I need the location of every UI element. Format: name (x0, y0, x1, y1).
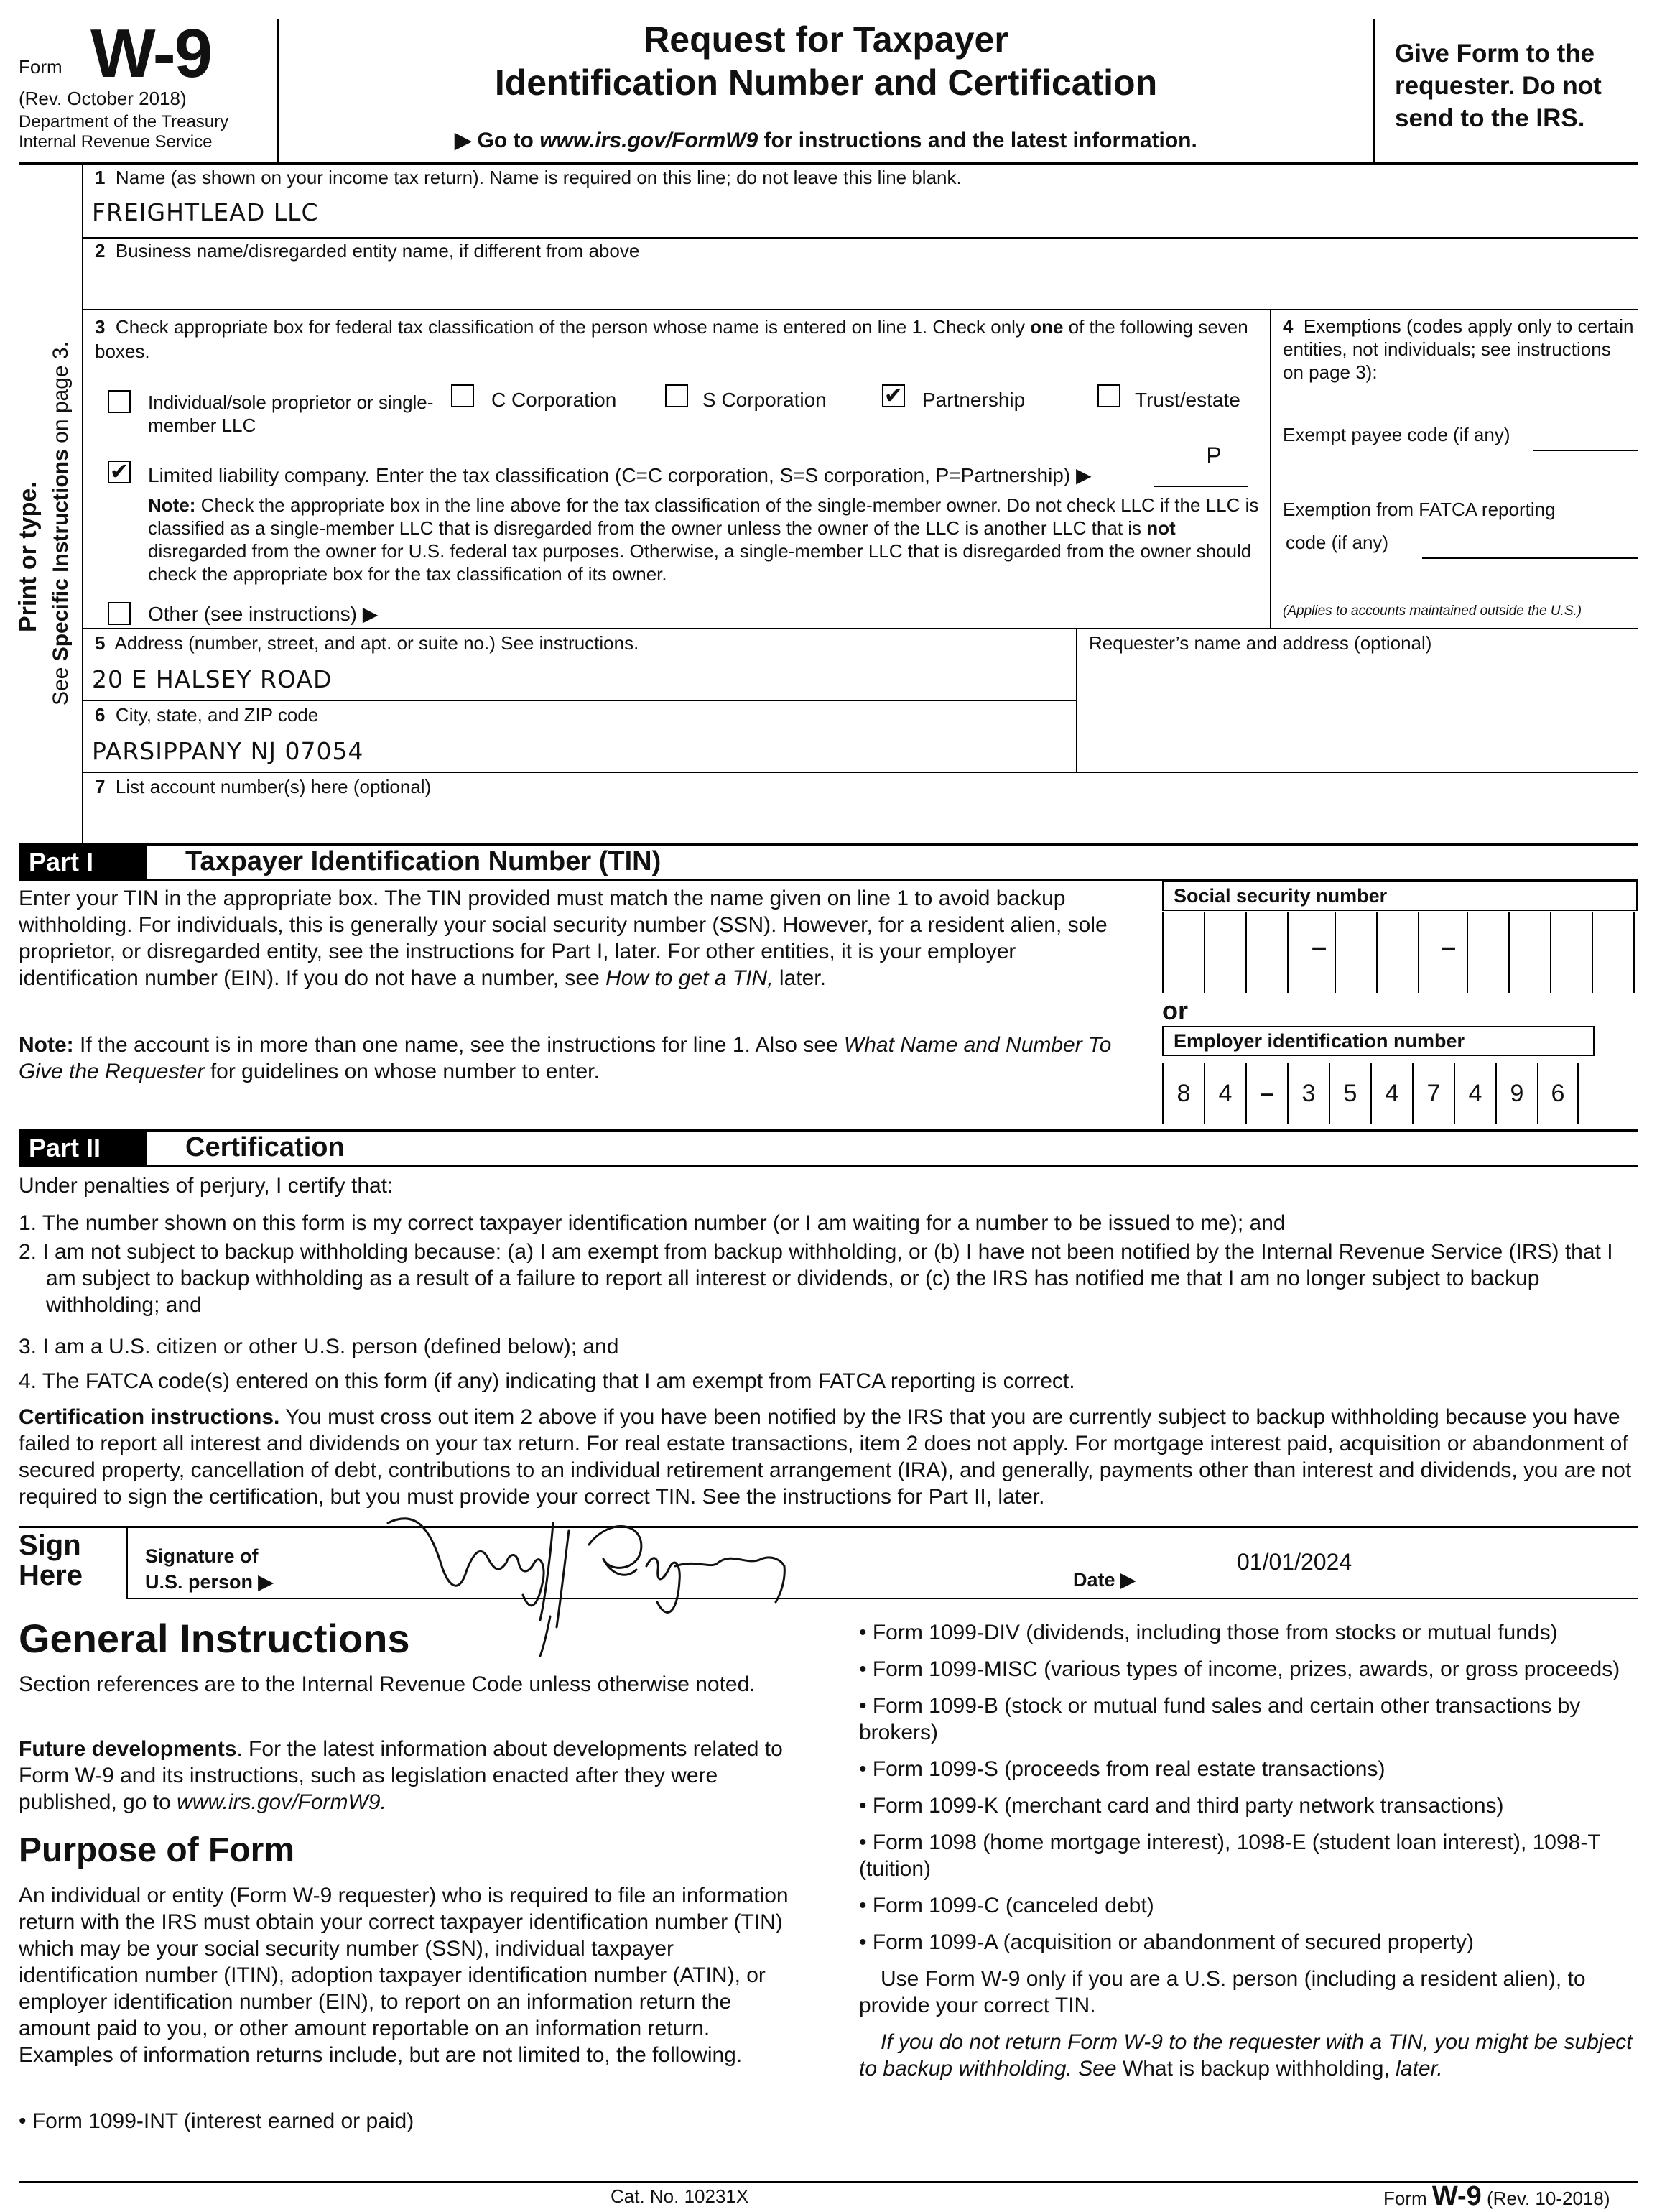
irs-link[interactable]: www.irs.gov/FormW9. (177, 1790, 386, 1814)
catalog-number: Cat. No. 10231X (611, 2185, 749, 2207)
check-mark-icon: ✔ (109, 458, 129, 485)
footer-form-id: Form W-9 (Rev. 10-2018) (1383, 2181, 1610, 2211)
sign-here-label: Sign Here (19, 1530, 83, 1591)
fatca-label-1: Exemption from FATCA reporting (1283, 499, 1556, 520)
part2-title: Certification (185, 1132, 345, 1162)
llc-label: Limited liability company. Enter the tax classification (C=C corporation, S=S corporation, P=Partnership) ▶ (148, 464, 1092, 486)
cert-item-3: 3. I am a U.S. citizen or other U.S. person (defined below); and (19, 1335, 619, 1359)
list-item: • Form 1099-C (canceled debt) (859, 1894, 1154, 1917)
c-corporation-checkbox[interactable] (451, 384, 474, 407)
ein-digit: 4 (1204, 1063, 1245, 1124)
ein-label-box: Employer identification number (1162, 1026, 1595, 1056)
part1-note: Note: If the account is in more than one name, see the instructions for line 1. Also see What Name and Number To Give the Requester for guidelines on whose number to enter. (19, 1033, 1112, 1083)
purpose-text: An individual or entity (Form W-9 requester) who is required to file an information return with the IRS must obtain your correct taxpayer identification number (TIN) which may be your social security number (SSN), individual taxpayer identification number (ITIN), adoption taxpayer identification number (ATIN), or employer identification number (EIN), to report on an information return the amount paid to you, or other amount reportable on an information return. Examples of information returns include, but are not limited to, the following. (19, 1884, 789, 2067)
line6-label: 6 City, state, and ZIP code (95, 704, 319, 726)
information-returns-list (859, 1619, 1635, 2082)
ssn-label-box: Social security number (1162, 881, 1638, 911)
part1-instructions: Enter your TIN in the appropriate box. The TIN provided must match the name given on line 1 to avoid backup withholding. For individuals, this is generally your social security number (SSN). However, for a resident alien, sole proprietor, or disregarded entity, see the instructions for Part I, later. For other entities, it is your employer identification number (EIN). If you do not have a number, see How to get a TIN, later. (19, 887, 1108, 990)
agency: Internal Revenue Service (19, 132, 213, 152)
list-item: • Form 1099-S (proceeds from real estate transactions) (859, 1757, 1386, 1781)
department: Department of the Treasury (19, 112, 229, 131)
future-developments: Future developments. For the latest information about developments related to Form W-9 and its instructions, such as legislation enacted after they were published, go to www.irs.gov/FormW9. (19, 1737, 783, 1814)
city-state-zip-field[interactable]: PARSIPPANY NJ 07054 (92, 737, 364, 765)
cert-item-1: 1. The number shown on this form is my correct taxpayer identification number (or I am waiting for a number to be issued to me); and (19, 1211, 1286, 1235)
fatca-applies-note: (Applies to accounts maintained outside the U.S.) (1283, 603, 1582, 619)
line7-label: 7 List account number(s) here (optional) (95, 776, 432, 797)
backup-withholding-warning: If you do not return Form W-9 to the requester with a TIN, you might be subject to backup withholding. See What is backup withholding, later. (859, 2030, 1633, 2081)
specific-instructions-label: See Specific Instructions on page 3. (49, 341, 73, 705)
ein-digit: 4 (1370, 1063, 1412, 1124)
purpose-heading: Purpose of Form (19, 1831, 295, 1869)
general-instructions-heading: General Instructions (19, 1616, 410, 1661)
s-corporation-checkbox[interactable] (665, 384, 688, 407)
individual-label: Individual/sole proprietor or single-member LLC (148, 392, 434, 436)
irs-link[interactable]: www.irs.gov/FormW9 (539, 129, 758, 152)
perjury-intro: Under penalties of perjury, I certify that: (19, 1174, 394, 1198)
ein-digit: 6 (1537, 1063, 1579, 1124)
c-corporation-label: C Corporation (491, 389, 617, 411)
partnership-checkbox[interactable] (882, 381, 905, 409)
goto-instructions: ▶ Go to www.irs.gov/FormW9 for instructions and the latest information. (455, 129, 1197, 152)
name-field[interactable]: FREIGHTLEAD LLC (92, 198, 319, 226)
address-field[interactable]: 20 E HALSEY ROAD (92, 665, 333, 693)
ein-digit: 8 (1162, 1063, 1204, 1124)
cert-item-4: 4. The FATCA code(s) entered on this form (if any) indicating that I am exempt from FATCA reporting is correct. (19, 1369, 1075, 1393)
exempt-payee-label: Exempt payee code (if any) (1283, 424, 1510, 445)
s-corporation-label: S Corporation (702, 389, 827, 411)
ein-digit: 4 (1454, 1063, 1495, 1124)
list-item: • Form 1099-K (merchant card and third party network transactions) (859, 1794, 1504, 1818)
ein-digit: 5 (1329, 1063, 1370, 1124)
cert-item-2: 2. I am not subject to backup withholding because: (a) I am exempt from backup withholding, or (b) I have not been notified by the Internal Revenue Service (IRS) that I am subject to backup withholding as a result of a failure to report all interest or dividends, or (c) the IRS has notified me that I am no longer subject to backup withholding; and (19, 1240, 1613, 1317)
line4-label: 4 Exemptions (codes apply only to certain entities, not individuals; see instructions on page 3): (1283, 315, 1634, 383)
list-item: • Form 1099-A (acquisition or abandonment of secured property) (859, 1930, 1474, 1954)
signature-label: Signature of U.S. person ▶ (145, 1545, 274, 1593)
form-title-line1: Request for Taxpayer (644, 19, 1008, 60)
part1-tag: Part I (19, 846, 147, 879)
cert-instructions: Certification instructions. You must cross out item 2 above if you have been notified by the IRS that you are currently subject to backup withholding because you have failed to report all interest and dividends on your tax return. For real estate transactions, item 2 does not apply. For mortgage interest paid, acquisition or abandonment of secured property, cancellation of debt, contributions to an individual retirement arrangement (IRA), and generally, payments other than interest and dividends, you are not required to sign the certification, but you must provide your correct TIN. See the instructions for Part II, later. (19, 1405, 1632, 1509)
ssn-input[interactable]: – – (1162, 912, 1638, 993)
line1-label: 1 Name (as shown on your income tax return). Name is required on this line; do not leave this line blank. (95, 167, 962, 188)
give-form-notice: Give Form to the requester. Do not send to the IRS. (1395, 40, 1602, 132)
ein-dash: – (1245, 1063, 1287, 1124)
trust-estate-label: Trust/estate (1135, 389, 1240, 411)
list-item: • Form 1099-B (stock or mutual fund sales and certain other transactions by brokers) (859, 1694, 1581, 1744)
part2-tag: Part II (19, 1132, 147, 1165)
date-field[interactable]: 01/01/2024 (1237, 1549, 1352, 1575)
form-title-line2: Identification Number and Certification (494, 63, 1158, 103)
or-label: or (1162, 996, 1188, 1025)
line3-note: Note: Check the appropriate box in the line above for the tax classification of the single-member owner. Do not check LLC if the LLC is classified as a single-member LLC that is disregarded from the owner unless the owner of the LLC is another LLC that is not disregarded from the owner for U.S. federal tax purposes. Otherwise, a single-member LLC that is disregarded from the owner should check the appropriate box for the tax classification of its owner. (148, 494, 1259, 585)
code-references: Section references are to the Internal Revenue Code unless otherwise noted. (19, 1672, 756, 1696)
individual-checkbox[interactable] (108, 390, 131, 413)
ein-input[interactable] (1162, 1058, 1596, 1128)
partnership-label: Partnership (922, 389, 1026, 411)
line3-label: 3 Check appropriate box for federal tax classification of the person whose name is entered on line 1. Check only one of the following seven boxes. (95, 316, 1248, 362)
llc-checkbox[interactable] (108, 458, 131, 485)
line5-label: 5 Address (number, street, and apt. or suite no.) See instructions. (95, 632, 639, 654)
ein-digit: 3 (1287, 1063, 1329, 1124)
form-label: Form (19, 56, 62, 78)
form-1099-int-item: • Form 1099-INT (interest earned or paid) (19, 2109, 414, 2133)
fatca-label-2: code (if any) (1286, 532, 1389, 553)
revision-date: (Rev. October 2018) (19, 88, 187, 109)
requester-label: Requester’s name and address (optional) (1089, 632, 1432, 654)
list-item: • Form 1098 (home mortgage interest), 1098-E (student loan interest), 1098-T (tuition) (859, 1831, 1601, 1881)
trust-estate-checkbox[interactable] (1097, 384, 1120, 407)
llc-classification-field[interactable]: P (1206, 443, 1222, 468)
check-mark-icon: ✔ (883, 381, 904, 409)
form-number: W-9 (90, 15, 212, 92)
use-form-text: Use Form W-9 only if you are a U.S. person (including a resident alien), to provide your correct TIN. (859, 1967, 1586, 2017)
ein-digit: 7 (1412, 1063, 1454, 1124)
list-item: • Form 1099-MISC (various types of income, prizes, awards, or gross proceeds) (859, 1657, 1620, 1681)
line2-label: 2 Business name/disregarded entity name, if different from above (95, 240, 640, 262)
part1-title: Taxpayer Identification Number (TIN) (185, 846, 662, 876)
ein-digit: 9 (1495, 1063, 1537, 1124)
signature-field[interactable] (373, 1501, 819, 1660)
other-label: Other (see instructions) ▶ (148, 603, 379, 625)
list-item: • Form 1099-DIV (dividends, including those from stocks or mutual funds) (859, 1621, 1558, 1644)
print-or-type-label: Print or type. (14, 481, 42, 632)
other-checkbox[interactable] (108, 602, 131, 625)
date-label: Date ▶ (1073, 1569, 1136, 1591)
